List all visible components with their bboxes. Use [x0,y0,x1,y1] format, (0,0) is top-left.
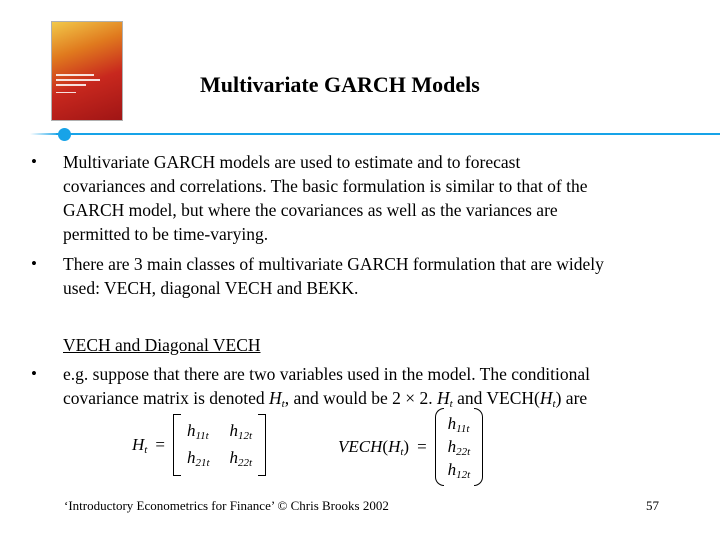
book-cover-line [56,79,100,81]
h-matrix-equation [132,414,266,476]
text-fragment: ) are [555,388,588,408]
book-cover-line [56,84,86,86]
math-symbol: H [437,388,450,408]
matrix-cell [230,421,253,442]
math-subscript: 21t [195,457,210,469]
math-subscript: t [281,398,285,410]
math-symbol: H [132,434,145,454]
vech-vector-grid [444,414,475,481]
book-cover-line [56,92,76,93]
page-number: 57 [646,498,659,513]
text-line: e.g. suppose that there are two variables used in the model. The conditional [63,364,590,384]
bullet-marker: • [31,364,37,383]
math-symbol: h [186,448,196,467]
text-fragment: , and would be 2 × 2. [284,388,438,408]
matrix-cell [230,448,253,469]
math-subscript: 22t [238,457,253,469]
math-subscript: t [449,398,453,410]
vector-paren-left [435,408,444,486]
math-symbol: h [186,421,196,440]
book-cover-image [52,22,122,120]
matrix-bracket-left [173,414,181,476]
footer-citation: ‘Introductory Econometrics for Finance’ © Chris Brooks 2002 [64,498,389,513]
sub-heading: VECH and Diagonal VECH [63,335,261,355]
vech-vector-equation [338,408,483,486]
text-fragment: and VECH( [452,388,540,408]
math-symbol: h [229,448,238,467]
math-subscript: 12t [456,468,471,481]
slide-title: Multivariate GARCH Models [200,72,480,97]
bullet-paragraph-1 [63,150,703,246]
math-symbol: h [447,436,457,456]
h-matrix-grid [181,419,258,471]
text-line: covariances and correlations. The basic formulation is similar to that of the [63,176,588,196]
matrix-cell [187,421,210,442]
text-line: used: VECH, diagonal VECH and BEKK. [63,278,359,298]
math-symbol: h [447,459,457,479]
title-rule [56,133,720,135]
matrix-bracket-right [258,414,266,476]
text-line: Multivariate GARCH models are used to estimate and to forecast [63,152,521,172]
equals-sign: = [155,435,165,454]
paren-open: ( [382,436,389,456]
vector-cell [448,414,471,435]
math-symbol: h [447,413,457,433]
matrix-cell [187,448,210,469]
text-line: GARCH model, but where the covariances as well as the variances are [63,200,558,220]
vector-paren-right [474,408,483,486]
paren-close: ) [403,436,410,456]
text-line: There are 3 main classes of multivariate GARCH formulation that are widely [63,254,604,274]
math-symbol: H [388,436,401,456]
math-subscript: 11t [195,430,209,442]
bullet-marker: • [31,254,37,273]
bullet-marker: • [31,152,37,171]
math-symbol: H [269,388,282,408]
math-subscript: t [552,398,556,410]
text-fragment: covariance matrix is denoted [63,388,270,408]
text-line: permitted to be time-varying. [63,224,269,244]
math-symbol: H [539,388,553,408]
math-symbol: h [229,421,238,440]
math-subscript: 22t [456,445,471,458]
vech-function: VECH [338,436,383,456]
bullet-paragraph-2 [63,252,703,300]
math-subscript: 12t [238,430,253,442]
math-subscript: 11t [456,422,470,435]
math-subscript: t [144,443,148,456]
matrix-lhs [132,435,147,456]
title-rule-dot [58,128,71,141]
math-subscript: t [400,445,404,458]
vector-cell [448,460,471,481]
vech-lhs [338,437,409,458]
vector-cell [448,437,471,458]
book-cover-line [56,74,94,76]
equals-sign: = [417,437,427,456]
